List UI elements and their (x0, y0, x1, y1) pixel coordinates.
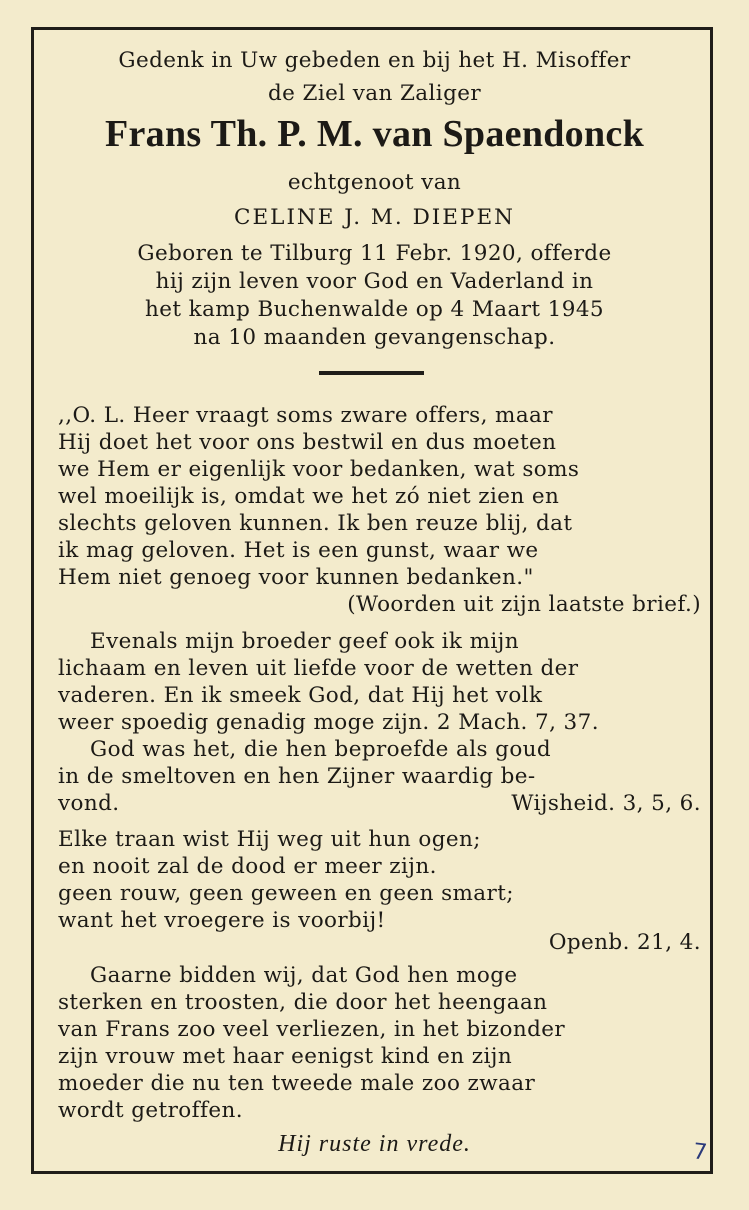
scripture-line: weer spoedig genadig moge zijn. 2 Mach. 7, 37. (58, 710, 599, 735)
scripture-line: God was het, die hen beproefde als goud (90, 737, 552, 762)
intro-line-2: de Ziel van Zaliger (267, 81, 482, 106)
quote-line: we Hem er eigenlijk voor bedanken, wat soms (58, 457, 580, 482)
scripture-line: lichaam en leven uit liefde voor de wetten der (58, 656, 579, 681)
scripture-line: in de smeltoven en hen Zijner waardig be- (58, 764, 536, 789)
scripture-line: Evenals mijn broeder geef ook ik mijn (90, 629, 519, 654)
bio-line: Geboren te Tilburg 11 Febr. 1920, offerde (137, 241, 612, 266)
quote-line: slechts geloven kunnen. Ik ben reuze blij, dat (58, 511, 573, 536)
prayer-line: Gaarne bidden wij, dat God hen moge (90, 963, 518, 988)
quote-source: (Woorden uit zijn laatste brief.) (347, 592, 701, 617)
divider-rule (319, 371, 424, 375)
prayer-line: sterken en troosten, die door het heengaan (58, 990, 548, 1015)
bio-line: hij zijn leven voor God en Vaderland in (155, 269, 594, 294)
deceased-name: Frans Th. P. M. van Spaendonck (104, 113, 645, 155)
scripture-line: want het vroegere is voorbij! (58, 908, 386, 933)
prayer-line: van Frans zoo veel verliezen, in het bizonder (58, 1017, 566, 1042)
scripture-line: Elke traan wist Hij weg uit hun ogen; (58, 827, 481, 852)
scripture-reference: Openb. 21, 4. (548, 930, 701, 955)
handwritten-mark: 7 (691, 1139, 709, 1166)
closing-blessing: Hij ruste in vrede. (278, 1131, 471, 1157)
scripture-line: en nooit zal de dood er meer zijn. (58, 854, 437, 879)
quote-line: Hem niet genoeg voor kunnen bedanken." (58, 565, 534, 590)
scripture-line: vaderen. En ik smeek God, dat Hij het volk (58, 683, 543, 708)
scripture-reference: Wijsheid. 3, 5, 6. (511, 791, 701, 816)
intro-line-1: Gedenk in Uw gebeden en bij het H. Misoffer (118, 48, 631, 73)
prayer-line: wordt getroffen. (58, 1098, 243, 1123)
spouse-name: CELINE J. M. DIEPEN (234, 205, 515, 230)
quote-line: ik mag geloven. Het is een gunst, waar we (58, 538, 539, 563)
prayer-line: moeder die nu ten tweede male zoo zwaar (58, 1071, 536, 1096)
quote-line: wel moeilijk is, omdat we het zó niet zien en (58, 484, 560, 509)
spouse-intro: echtgenoot van (287, 170, 462, 195)
quote-line: ,,O. L. Heer vraagt soms zware offers, maar (58, 403, 553, 428)
scripture-line: geen rouw, geen geween en geen smart; (58, 881, 514, 906)
prayer-line: zijn vrouw met haar eenigst kind en zijn (58, 1044, 513, 1069)
scripture-line: vond. (58, 791, 120, 816)
quote-line: Hij doet het voor ons bestwil en dus moeten (58, 430, 557, 455)
bio-line: het kamp Buchenwalde op 4 Maart 1945 (145, 297, 604, 322)
bio-line: na 10 maanden gevangenschap. (193, 325, 556, 350)
